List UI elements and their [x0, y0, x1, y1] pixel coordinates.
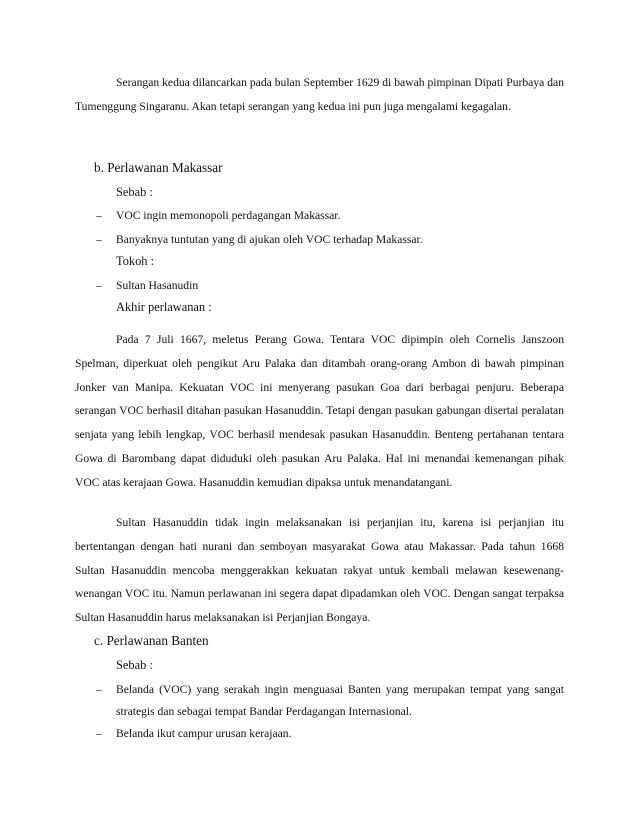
list-item [96, 679, 564, 723]
list-item-text: Belanda (VOC) yang serakah ingin menguasai Banten yang merupakan tempat yang sangat strategis dan sebagai tempat Bandar Perdagangan Internasional. [116, 683, 564, 718]
list-item [96, 275, 564, 297]
heading-perlawanan-makassar: b. Perlawanan Makassar [94, 160, 223, 175]
bullet-dash: – [96, 279, 102, 292]
bullet-dash: – [96, 209, 102, 222]
paragraph-perang-gowa [75, 328, 564, 495]
list-item-text: Banyaknya tuntutan yang di ajukan oleh VOC terhadap Makassar. [116, 233, 423, 246]
label-akhir-perlawanan: Akhir perlawanan : [116, 300, 212, 314]
label-sebab-makassar: Sebab : [116, 185, 153, 199]
paragraph-text: Serangan kedua dilancarkan pada bulan September 1629 di bawah pimpinan Dipati Purbaya dan Tumenggung Singaranu. Akan tetapi serangan yang kedua ini pun juga mengalami kegagalan. [75, 76, 564, 113]
list-item-text: Sultan Hasanudin [116, 279, 199, 292]
label-sebab-banten: Sebab : [116, 658, 153, 672]
bullet-dash: – [96, 233, 102, 246]
list-item-text: VOC ingin memonopoli perdagangan Makassar. [116, 209, 341, 222]
paragraph-text: Sultan Hasanuddin tidak ingin melaksanakan isi perjanjian itu, karena isi perjanjian itu bertentangan dengan hati nurani dan semboyan masyarakat Gowa atau Makassar. Pada tahun 1668 Sultan Hasanuddin mencoba menggerakkan kekuatan rakyat untuk kembali melawan kesewenang-wenangan VOC itu. Namun perlawanan ini segera dapat dipadamkan oleh VOC. Dengan sangat terpaksa Sultan Hasanuddin harus melaksanakan isi Perjanjian Bongaya. [75, 516, 564, 625]
bullet-dash: – [96, 727, 102, 740]
paragraph-sultan-hasanuddin [75, 511, 564, 630]
heading-perlawanan-banten: c. Perlawanan Banten [94, 633, 209, 648]
list-item [96, 229, 564, 251]
paragraph-text: Pada 7 Juli 1667, meletus Perang Gowa. Tentara VOC dipimpin oleh Cornelis Janszoon Spelman, diperkuat oleh pengikut Aru Palaka dan ditambah orang-orang Ambon di bawah pimpinan Jonker van Manipa. Kekuatan VOC ini menyerang pasukan Goa dari berbagai penjuru. Beberapa serangan VOC berhasil ditahan pasukan Hasanuddin. Tetapi dengan pasukan gabungan disertai peralatan senjata yang lebih lengkap, VOC berhasil mendesak pasukan Hasanuddin. Benteng pertahanan tentara Gowa di Barombang dapat diduduki oleh pasukan Aru Palaka. Hal ini menandai kemenangan pihak VOC atas kerajaan Gowa. Hasanuddin kemudian dipaksa untuk menandatangani. [75, 333, 564, 489]
paragraph-serangan-kedua [75, 71, 564, 119]
list-item [96, 723, 564, 745]
list-item [96, 205, 564, 227]
list-item-text: Belanda ikut campur urusan kerajaan. [116, 727, 292, 740]
label-tokoh: Tokoh : [116, 254, 155, 268]
bullet-dash: – [96, 683, 102, 696]
